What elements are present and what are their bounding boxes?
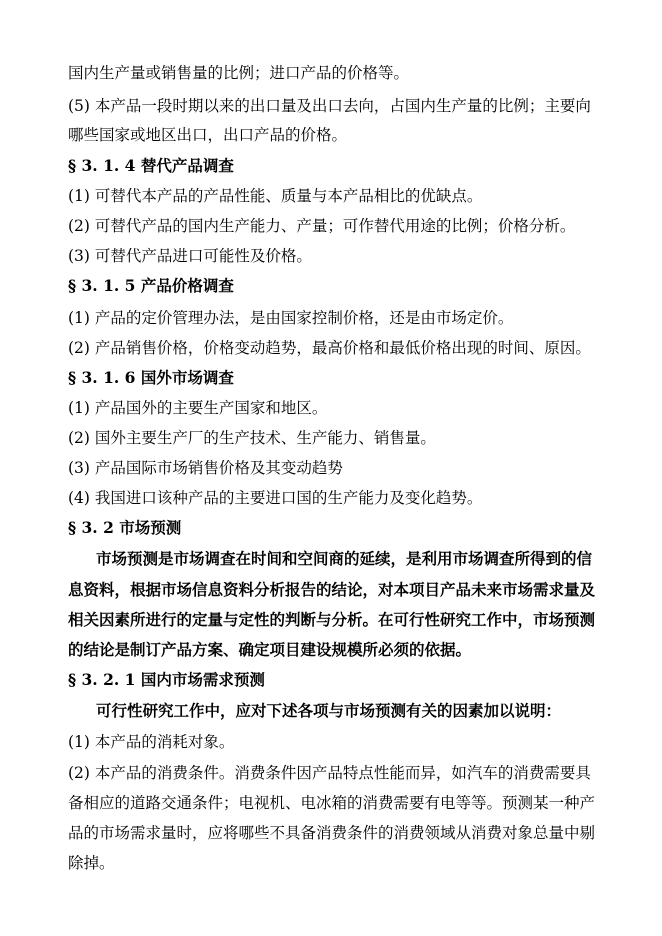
list-item-3: (3) 产品国际市场销售价格及其变动趋势	[68, 459, 343, 477]
section-heading-3-2: § 3. 2 市场预测	[68, 518, 182, 537]
list-item-3: (3) 可替代产品进口可能性及价格。	[68, 247, 312, 265]
section-heading-3-2-1: § 3. 2. 1 国内市场需求预测	[68, 670, 265, 689]
paragraph-line: 除掉。	[68, 854, 115, 872]
paragraph-line: 哪些国家或地区出口，出口产品的价格。	[68, 126, 348, 144]
paragraph-line: 备相应的道路交通条件；电视机、电冰箱的消费需要有电等等。预测某一种产	[68, 794, 596, 812]
list-item-2: (2) 可替代产品的国内生产能力、产量；可作替代用途的比例；价格分析。	[68, 217, 576, 235]
list-item-1: (1) 本产品的消耗对象。	[68, 733, 235, 751]
paragraph-line: 品的市场需求量时，应将哪些不具备消费条件的消费领域从消费对象总量中剔	[68, 824, 596, 842]
bold-paragraph-line: 的结论是制订产品方案、确定项目建设规模所必须的依据。	[68, 640, 472, 659]
bold-paragraph-line: 市场预测是市场调查在时间和空间商的延续，是利用市场调查所得到的信	[96, 549, 593, 568]
list-item-1: (1) 可替代本产品的产品性能、质量与本产品相比的优缺点。	[68, 187, 483, 205]
list-item-5: (5) 本产品一段时期以来的出口量及出口去向，占国内生产量的比例；主要向	[68, 97, 591, 115]
list-item-1: (1) 产品的定价管理办法，是由国家控制价格，还是由市场定价。	[68, 309, 514, 327]
section-heading-3-1-6: § 3. 1. 6 国外市场调查	[68, 368, 234, 387]
list-item-2: (2) 本产品的消费条件。消费条件因产品特点性能而异，如汽车的消费需要具	[68, 764, 591, 782]
bold-paragraph-line: 相关因素所进行的定量与定性的判断与分析。在可行性研究工作中，市场预测	[68, 610, 596, 629]
section-heading-3-1-4: § 3. 1. 4 替代产品调查	[68, 156, 234, 175]
bold-paragraph-line: 息资料，根据市场信息资料分析报告的结论，对本项目产品未来市场需求量及	[68, 580, 596, 599]
section-heading-3-1-5: § 3. 1. 5 产品价格调查	[68, 276, 234, 295]
list-item-2: (2) 国外主要生产厂的生产技术、生产能力、销售量。	[68, 429, 436, 447]
list-item-4: (4) 我国进口该种产品的主要进口国的生产能力及变化趋势。	[68, 489, 483, 507]
paragraph-line: 国内生产量或销售量的比例；进口产品的价格等。	[68, 64, 410, 82]
list-item-1: (1) 产品国外的主要生产国家和地区。	[68, 399, 328, 417]
bold-paragraph-line: 可行性研究工作中，应对下述各项与市场预测有关的因素加以说明：	[96, 701, 562, 720]
list-item-2: (2) 产品销售价格，价格变动趋势，最高价格和最低价格出现的时间、原因。	[68, 339, 591, 357]
